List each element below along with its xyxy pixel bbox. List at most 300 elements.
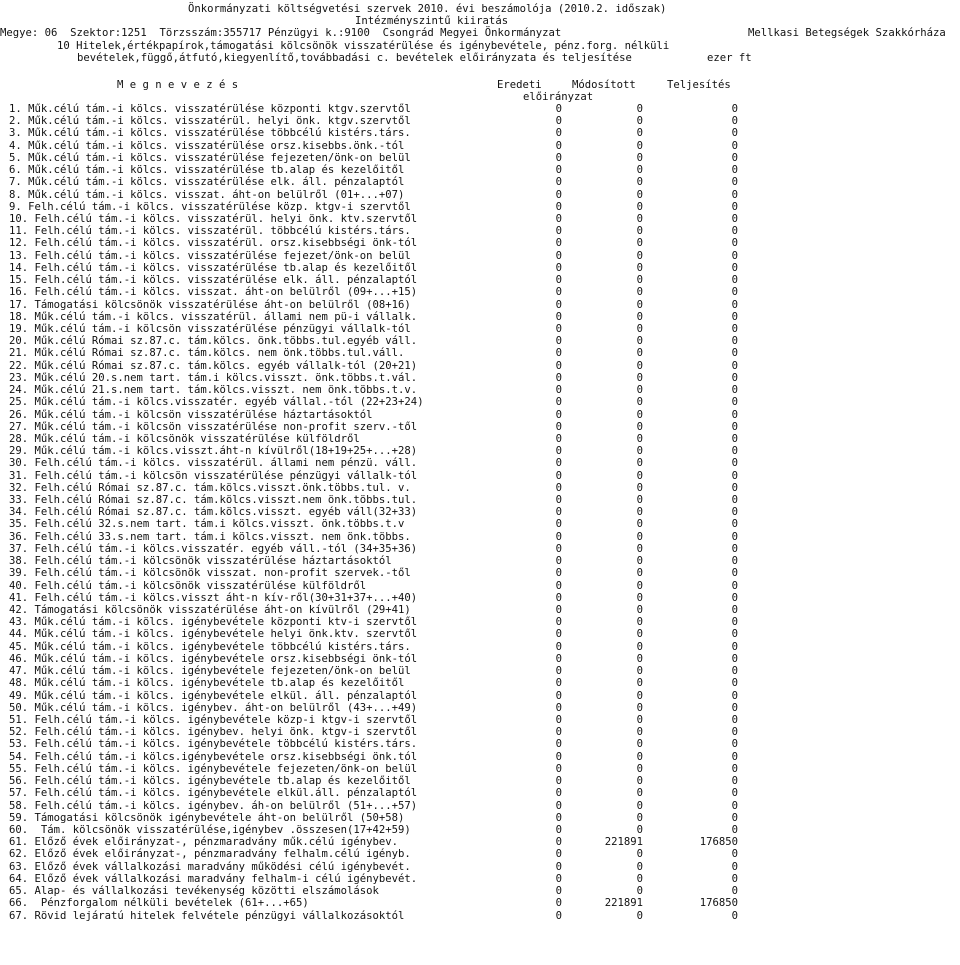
modified-value: 0 [636, 616, 643, 629]
column-header-completion: Teljesítés [667, 79, 731, 91]
completion-value: 0 [731, 237, 738, 250]
completion-value: 0 [731, 200, 738, 213]
report-subtitle: Intézményszintű kiiratás [355, 15, 509, 27]
table-title-line1: 10 Hitelek,értékpapírok,támogatási kölcsönök visszatérülése és igénybevétele, pénz.forg. nélküli [57, 40, 670, 52]
original-value: 0 [555, 616, 562, 629]
original-value: 0 [555, 726, 562, 739]
table-row [0, 861, 960, 873]
table-row [0, 189, 960, 201]
completion-value: 0 [731, 518, 738, 531]
row-label: 45. Műk.célú tám.-i kölcs. igénybevétele többcélú kistérs.társ. [9, 640, 411, 653]
row-label: 51. Felh.célú tám.-i kölcs. igénybevétele közp-i ktgv-i szervtől [9, 714, 418, 726]
table-row [0, 115, 960, 127]
completion-value: 0 [731, 249, 738, 262]
modified-value: 0 [636, 542, 643, 555]
table-row [0, 567, 960, 579]
original-value: 0 [555, 139, 562, 152]
row-label: 40. Felh.célú tám.-i kölcsönök visszatérülése külföldről [9, 579, 367, 592]
table-row [0, 335, 960, 347]
row-label: 60. Tám. kölcsönök visszatérülése,igénybev .összesen(17+42+59) [9, 823, 411, 836]
completion-value: 0 [731, 640, 738, 653]
completion-value: 0 [731, 762, 738, 775]
row-label: 56. Felh.célú tám.-i kölcs. igénybevétele tb.alap és kezelőitől [9, 775, 411, 788]
modified-value: 0 [636, 200, 643, 213]
row-label: 65. Alap- és vállalkozási tevékenység közötti elszámolások [9, 885, 379, 898]
table-row [0, 616, 960, 628]
completion-value: 0 [731, 823, 738, 836]
row-label: 3. Műk.célú tám.-i kölcs. visszatérülése többcélú kistérs.társ. [9, 127, 411, 140]
original-value: 0 [555, 249, 562, 262]
modified-value: 0 [636, 701, 643, 714]
completion-value: 0 [731, 848, 738, 861]
original-value: 0 [555, 371, 562, 384]
modified-value: 0 [636, 408, 643, 421]
completion-value: 0 [731, 359, 738, 372]
completion-value: 0 [731, 652, 738, 665]
row-label: 41. Felh.célú tám.-i kölcs.visszt áht-n kív-ről(30+31+37+...+40) [9, 591, 418, 604]
completion-value: 0 [731, 212, 738, 225]
row-label: 17. Támogatási kölcsönök visszatérülése áht-on belülről (08+16) [9, 298, 411, 311]
column-header-modified: Módosított [572, 79, 636, 91]
modified-value: 0 [636, 762, 643, 775]
modified-value: 0 [636, 384, 643, 397]
table-row [0, 372, 960, 384]
original-value: 0 [555, 750, 562, 763]
row-label: 59. Támogatási kölcsönök igénybevétele áht-on belülről (50+58) [9, 811, 405, 824]
completion-value: 0 [731, 616, 738, 629]
original-value: 0 [555, 579, 562, 592]
modified-value: 0 [636, 445, 643, 458]
modified-value: 0 [636, 212, 643, 225]
table-row [0, 910, 960, 922]
original-value: 0 [555, 261, 562, 274]
row-label: 31. Felh.célú tám.-i kölcsön visszatérülése pénzügyi vállalk-tól [9, 469, 418, 482]
row-label: 11. Felh.célú tám.-i kölcs. visszatérül. többcélú kistérs.társ. [9, 225, 411, 238]
table-row [0, 531, 960, 543]
table-row [0, 103, 960, 115]
table-row [0, 775, 960, 787]
completion-value: 0 [731, 506, 738, 519]
row-label: 35. Felh.célú 32.s.nem tart. tám.i kölcs.visszt. önk.többs.t.v [9, 518, 405, 531]
column-header-appropriation: előirányzat [523, 91, 594, 103]
table-row [0, 702, 960, 714]
original-value: 0 [555, 714, 562, 726]
completion-value: 0 [731, 885, 738, 898]
row-label: 61. Előző évek előirányzat-, pénzmaradvány műk.célú igénybev. [9, 836, 399, 849]
modified-value: 0 [636, 432, 643, 445]
table-row [0, 543, 960, 555]
original-value: 0 [555, 274, 562, 287]
modified-value: 0 [636, 506, 643, 519]
modified-value: 0 [636, 103, 643, 115]
original-value: 0 [555, 494, 562, 507]
modified-value: 0 [636, 677, 643, 690]
completion-value: 0 [731, 628, 738, 641]
modified-value: 0 [636, 872, 643, 885]
original-value: 0 [555, 689, 562, 702]
modified-value: 0 [636, 359, 643, 372]
row-label: 48. Műk.célú tám.-i kölcs. igénybevétele tb.alap és kezelőitől [9, 677, 405, 690]
modified-value: 0 [636, 151, 643, 164]
original-value: 0 [555, 469, 562, 482]
modified-value: 0 [636, 591, 643, 604]
completion-value: 0 [731, 115, 738, 128]
completion-value: 0 [731, 494, 738, 507]
modified-value: 0 [636, 420, 643, 433]
modified-value: 221891 [604, 897, 643, 910]
completion-value: 0 [731, 347, 738, 360]
institution-name: Mellkasi Betegségek Szakkórháza [748, 27, 946, 39]
original-value: 0 [555, 506, 562, 519]
table-row [0, 885, 960, 897]
table-row [0, 738, 960, 750]
completion-value: 0 [731, 310, 738, 323]
original-value: 0 [555, 701, 562, 714]
completion-value: 0 [731, 274, 738, 287]
row-label: 57. Felh.célú tám.-i kölcs. igénybevétele elkül.áll. pénzalaptól [9, 787, 418, 800]
row-label: 47. Műk.célú tám.-i kölcs. igénybevétele fejezeten/önk-on belül [9, 665, 411, 678]
row-label: 21. Műk.célú Római sz.87.c. tám.kölcs. nem önk.többs.tul.váll. [9, 347, 405, 360]
row-label: 12. Felh.célú tám.-i kölcs. visszatérül. orsz.kisebbségi önk-tól [9, 237, 418, 250]
original-value: 0 [555, 872, 562, 885]
original-value: 0 [555, 860, 562, 873]
row-label: 5. Műk.célú tám.-i kölcs. visszatérülése fejezeten/önk-on belül [9, 151, 411, 164]
original-value: 0 [555, 103, 562, 115]
original-value: 0 [555, 652, 562, 665]
original-value: 0 [555, 335, 562, 348]
modified-value: 0 [636, 738, 643, 751]
table-row [0, 457, 960, 469]
modified-value: 0 [636, 567, 643, 580]
row-label: 54. Felh.célú tám.-i kölcs.igénybevétele orsz.kisebbségi önk.tól [9, 750, 418, 763]
modified-value: 0 [636, 860, 643, 873]
modified-value: 0 [636, 555, 643, 568]
row-label: 2. Műk.célú tám.-i kölcs. visszatérül. helyi önk. ktgv.szervtől [9, 115, 411, 128]
completion-value: 0 [731, 714, 738, 726]
table-row [0, 628, 960, 640]
row-label: 26. Műk.célú tám.-i kölcsön visszatérülése háztartásoktól [9, 408, 373, 421]
modified-value: 0 [636, 396, 643, 409]
modified-value: 0 [636, 579, 643, 592]
row-label: 43. Műk.célú tám.-i kölcs. igénybevétele központi ktv-i szervtől [9, 616, 418, 629]
row-label: 39. Felh.célú tám.-i kölcsönök visszat. non-profit szervek.-től [9, 567, 411, 580]
row-label: 8. Műk.célú tám.-i kölcs. visszat. áht-on belülről (01+...+07) [9, 188, 405, 201]
modified-value: 0 [636, 799, 643, 812]
original-value: 0 [555, 518, 562, 531]
completion-value: 0 [731, 103, 738, 115]
row-label: 9. Felh.célú tám.-i kölcs. visszatérülése közp. ktgv-i szervtől [9, 200, 411, 213]
original-value: 0 [555, 457, 562, 470]
modified-value: 0 [636, 689, 643, 702]
row-label: 46. Műk.célú tám.-i kölcs. igénybevétele orsz.kisebbségi önk-tól [9, 652, 418, 665]
completion-value: 0 [731, 127, 738, 140]
table-row [0, 873, 960, 885]
table-row [0, 433, 960, 445]
row-label: 15. Felh.célú tám.-i kölcs. visszatérülése elk. áll. pénzalaptól [9, 274, 418, 287]
row-label: 29. Műk.célú tám.-i kölcs.visszt.áht-n kívülről(18+19+25+...+28) [9, 445, 418, 458]
completion-value: 0 [731, 689, 738, 702]
modified-value: 0 [636, 811, 643, 824]
original-value: 0 [555, 396, 562, 409]
completion-value: 0 [731, 298, 738, 311]
original-value: 0 [555, 762, 562, 775]
original-value: 0 [555, 823, 562, 836]
original-value: 0 [555, 591, 562, 604]
modified-value: 0 [636, 347, 643, 360]
completion-value: 0 [731, 604, 738, 617]
table-row [0, 127, 960, 139]
row-label: 19. Műk.célú tám.-i kölcsön visszatérülése pénzügyi vállalk-tól [9, 322, 411, 335]
table-row [0, 299, 960, 311]
row-label: 6. Műk.célú tám.-i kölcs. visszatérülése tb.alap és kezelőitől [9, 164, 405, 177]
modified-value: 0 [636, 457, 643, 470]
original-value: 0 [555, 604, 562, 617]
modified-value: 0 [636, 115, 643, 128]
table-row [0, 237, 960, 249]
row-label: 24. Műk.célú 21.s.nem tart. tám.kölcs.visszt. nem önk.többs.t.v. [9, 384, 418, 397]
row-label: 22. Műk.célú Római sz.87.c. tám.kölcs. egyéb vállalk-tól (20+21) [9, 359, 418, 372]
completion-value: 0 [731, 286, 738, 299]
modified-value: 0 [636, 164, 643, 177]
table-row [0, 714, 960, 726]
row-label: 18. Műk.célú tám.-i kölcs. visszatérül. állami nem pü-i vállalk. [9, 310, 418, 323]
completion-value: 0 [731, 530, 738, 543]
modified-value: 0 [636, 750, 643, 763]
row-label: 64. Előző évek vállalkozási maradvány felhalm-i célú igénybevét. [9, 872, 418, 885]
modified-value: 0 [636, 909, 643, 922]
original-value: 0 [555, 738, 562, 751]
original-value: 0 [555, 298, 562, 311]
completion-value: 0 [731, 860, 738, 873]
table-row [0, 176, 960, 188]
table-row [0, 506, 960, 518]
table-row [0, 677, 960, 689]
row-label: 13. Felh.célú tám.-i kölcs. visszatérülése fejezet/önk-on belül [9, 249, 411, 262]
modified-value: 0 [636, 322, 643, 335]
table-row [0, 384, 960, 396]
original-value: 0 [555, 151, 562, 164]
original-value: 0 [555, 555, 562, 568]
original-value: 0 [555, 115, 562, 128]
completion-value: 0 [731, 322, 738, 335]
modified-value: 0 [636, 665, 643, 678]
completion-value: 0 [731, 469, 738, 482]
row-label: 25. Műk.célú tám.-i kölcs.visszatér. egyéb vállal.-tól (22+23+24) [9, 396, 424, 409]
modified-value: 0 [636, 298, 643, 311]
modified-value: 0 [636, 249, 643, 262]
table-row [0, 848, 960, 860]
modified-value: 0 [636, 127, 643, 140]
table-row [0, 225, 960, 237]
table-row [0, 421, 960, 433]
completion-value: 0 [731, 432, 738, 445]
original-value: 0 [555, 408, 562, 421]
table-row [0, 518, 960, 530]
completion-value: 0 [731, 872, 738, 885]
modified-value: 0 [636, 640, 643, 653]
original-value: 0 [555, 665, 562, 678]
row-label: 58. Felh.célú tám.-i kölcs. igénybev. áh-on belülről (51+...+57) [9, 799, 418, 812]
modified-value: 0 [636, 775, 643, 788]
modified-value: 0 [636, 176, 643, 189]
row-label: 32. Felh.célú Római sz.87.c. tám.kölcs.visszt.önk.többs.tul. v. [9, 481, 411, 494]
original-value: 0 [555, 237, 562, 250]
original-value: 0 [555, 176, 562, 189]
modified-value: 0 [636, 139, 643, 152]
modified-value: 0 [636, 714, 643, 726]
completion-value: 0 [731, 555, 738, 568]
original-value: 0 [555, 286, 562, 299]
modified-value: 0 [636, 188, 643, 201]
table-row [0, 311, 960, 323]
row-label: 20. Műk.célú Római sz.87.c. tám.kölcs. önk.többs.tul.egyéb váll. [9, 335, 418, 348]
completion-value: 0 [731, 677, 738, 690]
original-value: 0 [555, 225, 562, 238]
modified-value: 0 [636, 225, 643, 238]
table-row [0, 592, 960, 604]
original-value: 0 [555, 322, 562, 335]
completion-value: 0 [731, 811, 738, 824]
completion-value: 0 [731, 408, 738, 421]
table-row [0, 580, 960, 592]
completion-value: 0 [731, 738, 738, 751]
completion-value: 0 [731, 164, 738, 177]
row-label: 55. Felh.célú tám.-i kölcs. igénybevétele fejezeten/önk-on belül [9, 762, 418, 775]
row-label: 38. Felh.célú tám.-i kölcsönök visszatérülése háztartásoktól [9, 555, 392, 568]
row-label: 66. Pénzforgalom nélküli bevételek (61+...+65) [9, 897, 309, 910]
completion-value: 0 [731, 481, 738, 494]
table-row [0, 812, 960, 824]
completion-value: 0 [731, 151, 738, 164]
original-value: 0 [555, 909, 562, 922]
modified-value: 0 [636, 286, 643, 299]
modified-value: 0 [636, 237, 643, 250]
row-label: 1. Műk.célú tám.-i kölcs. visszatérülése központi ktgv.szervtől [9, 103, 411, 115]
modified-value: 221891 [604, 836, 643, 849]
row-label: 14. Felh.célú tám.-i kölcs. visszatérülése tb.alap és kezelőitől [9, 261, 418, 274]
row-label: 27. Műk.célú tám.-i kölcsön visszatérülése non-profit szerv.-től [9, 420, 418, 433]
row-label: 49. Műk.célú tám.-i kölcs. igénybevétele elkül. áll. pénzalaptól [9, 689, 418, 702]
row-label: 33. Felh.célú Római sz.87.c. tám.kölcs.visszt.nem önk.többs.tul. [9, 494, 418, 507]
table-row [0, 604, 960, 616]
completion-value: 0 [731, 457, 738, 470]
report-title: Önkormányzati költségvetési szervek 2010. évi beszámolója (2010.2. időszak) [188, 3, 667, 15]
modified-value: 0 [636, 530, 643, 543]
modified-value: 0 [636, 494, 643, 507]
modified-value: 0 [636, 787, 643, 800]
table-row [0, 164, 960, 176]
table-row [0, 274, 960, 286]
completion-value: 0 [731, 799, 738, 812]
original-value: 0 [555, 640, 562, 653]
original-value: 0 [555, 542, 562, 555]
table-row [0, 140, 960, 152]
table-row [0, 763, 960, 775]
row-label: 50. Műk.célú tám.-i kölcs. igénybev. áht-on belülről (43+...+49) [9, 701, 418, 714]
row-label: 62. Előző évek előirányzat-, pénzmaradvány felhalm.célú igényb. [9, 848, 411, 861]
row-label: 37. Felh.célú tám.-i kölcs.visszatér. egyéb váll.-tól (34+35+36) [9, 542, 418, 555]
table-row [0, 323, 960, 335]
table-row [0, 360, 960, 372]
modified-value: 0 [636, 628, 643, 641]
row-label: 52. Felh.célú tám.-i kölcs. igénybev. helyi önk. ktgv-i szervtől [9, 726, 418, 739]
completion-value: 0 [731, 567, 738, 580]
completion-value: 0 [731, 542, 738, 555]
original-value: 0 [555, 628, 562, 641]
table-row [0, 286, 960, 298]
row-label: 36. Felh.célú 33.s.nem tart. tám.i kölcs.visszt. nem önk.többs. [9, 530, 411, 543]
table-row [0, 690, 960, 702]
table-row [0, 347, 960, 359]
table-row [0, 726, 960, 738]
completion-value: 176850 [699, 897, 738, 910]
modified-value: 0 [636, 604, 643, 617]
completion-value: 0 [731, 909, 738, 922]
completion-value: 0 [731, 775, 738, 788]
table-row [0, 836, 960, 848]
table-row [0, 787, 960, 799]
original-value: 0 [555, 775, 562, 788]
row-label: 7. Műk.célú tám.-i kölcs. visszatérülése elk. áll. pénzalaptól [9, 176, 405, 189]
row-label: 23. Műk.célú 20.s.nem tart. tám.i kölcs.visszt. önk.többs.t.vál. [9, 371, 418, 384]
row-label: 53. Felh.célú tám.-i kölcs. igénybevétele többcélú kistérs.társ. [9, 738, 418, 751]
modified-value: 0 [636, 652, 643, 665]
table-row [0, 152, 960, 164]
row-label: 67. Rövid lejáratú hitelek felvétele pénzügyi vállalkozásoktól [9, 909, 405, 922]
row-label: 34. Felh.célú Római sz.87.c. tám.kölcs.visszt. egyéb váll(32+33) [9, 506, 418, 519]
table-row [0, 470, 960, 482]
table-row [0, 250, 960, 262]
unit-label: ezer ft [707, 52, 752, 64]
row-label: 30. Felh.célú tám.-i kölcs. visszatérül. állami nem pénzü. váll. [9, 457, 418, 470]
column-header-original: Eredeti [497, 79, 542, 91]
row-label: 63. Előző évek vállalkozási maradvány működési célú igénybevét. [9, 860, 411, 873]
completion-value: 0 [731, 335, 738, 348]
original-value: 0 [555, 420, 562, 433]
original-value: 0 [555, 359, 562, 372]
table-row [0, 665, 960, 677]
table-row [0, 800, 960, 812]
modified-value: 0 [636, 518, 643, 531]
modified-value: 0 [636, 335, 643, 348]
original-value: 0 [555, 188, 562, 201]
completion-value: 0 [731, 384, 738, 397]
completion-value: 0 [731, 225, 738, 238]
table-row [0, 409, 960, 421]
row-label: 10. Felh.célú tám.-i kölcs. visszatérül. helyi önk. ktv.szervtől [9, 212, 418, 225]
completion-value: 0 [731, 445, 738, 458]
original-value: 0 [555, 530, 562, 543]
completion-value: 0 [731, 591, 738, 604]
original-value: 0 [555, 811, 562, 824]
modified-value: 0 [636, 481, 643, 494]
original-value: 0 [555, 848, 562, 861]
original-value: 0 [555, 445, 562, 458]
modified-value: 0 [636, 274, 643, 287]
original-value: 0 [555, 897, 562, 910]
modified-value: 0 [636, 469, 643, 482]
original-value: 0 [555, 885, 562, 898]
institution-line: Megye: 06 Szektor:1251 Törzsszám:355717 Pénzügyi k.:9100 Csongrád Megyei Önkormányzat [0, 27, 562, 39]
row-label: 28. Műk.célú tám.-i kölcsönök visszatérülése külföldről [9, 432, 360, 445]
modified-value: 0 [636, 371, 643, 384]
completion-value: 0 [731, 396, 738, 409]
completion-value: 0 [731, 176, 738, 189]
column-header-name: M e g n e v e z é s [117, 79, 239, 91]
completion-value: 176850 [699, 836, 738, 849]
table-row [0, 897, 960, 909]
original-value: 0 [555, 836, 562, 849]
